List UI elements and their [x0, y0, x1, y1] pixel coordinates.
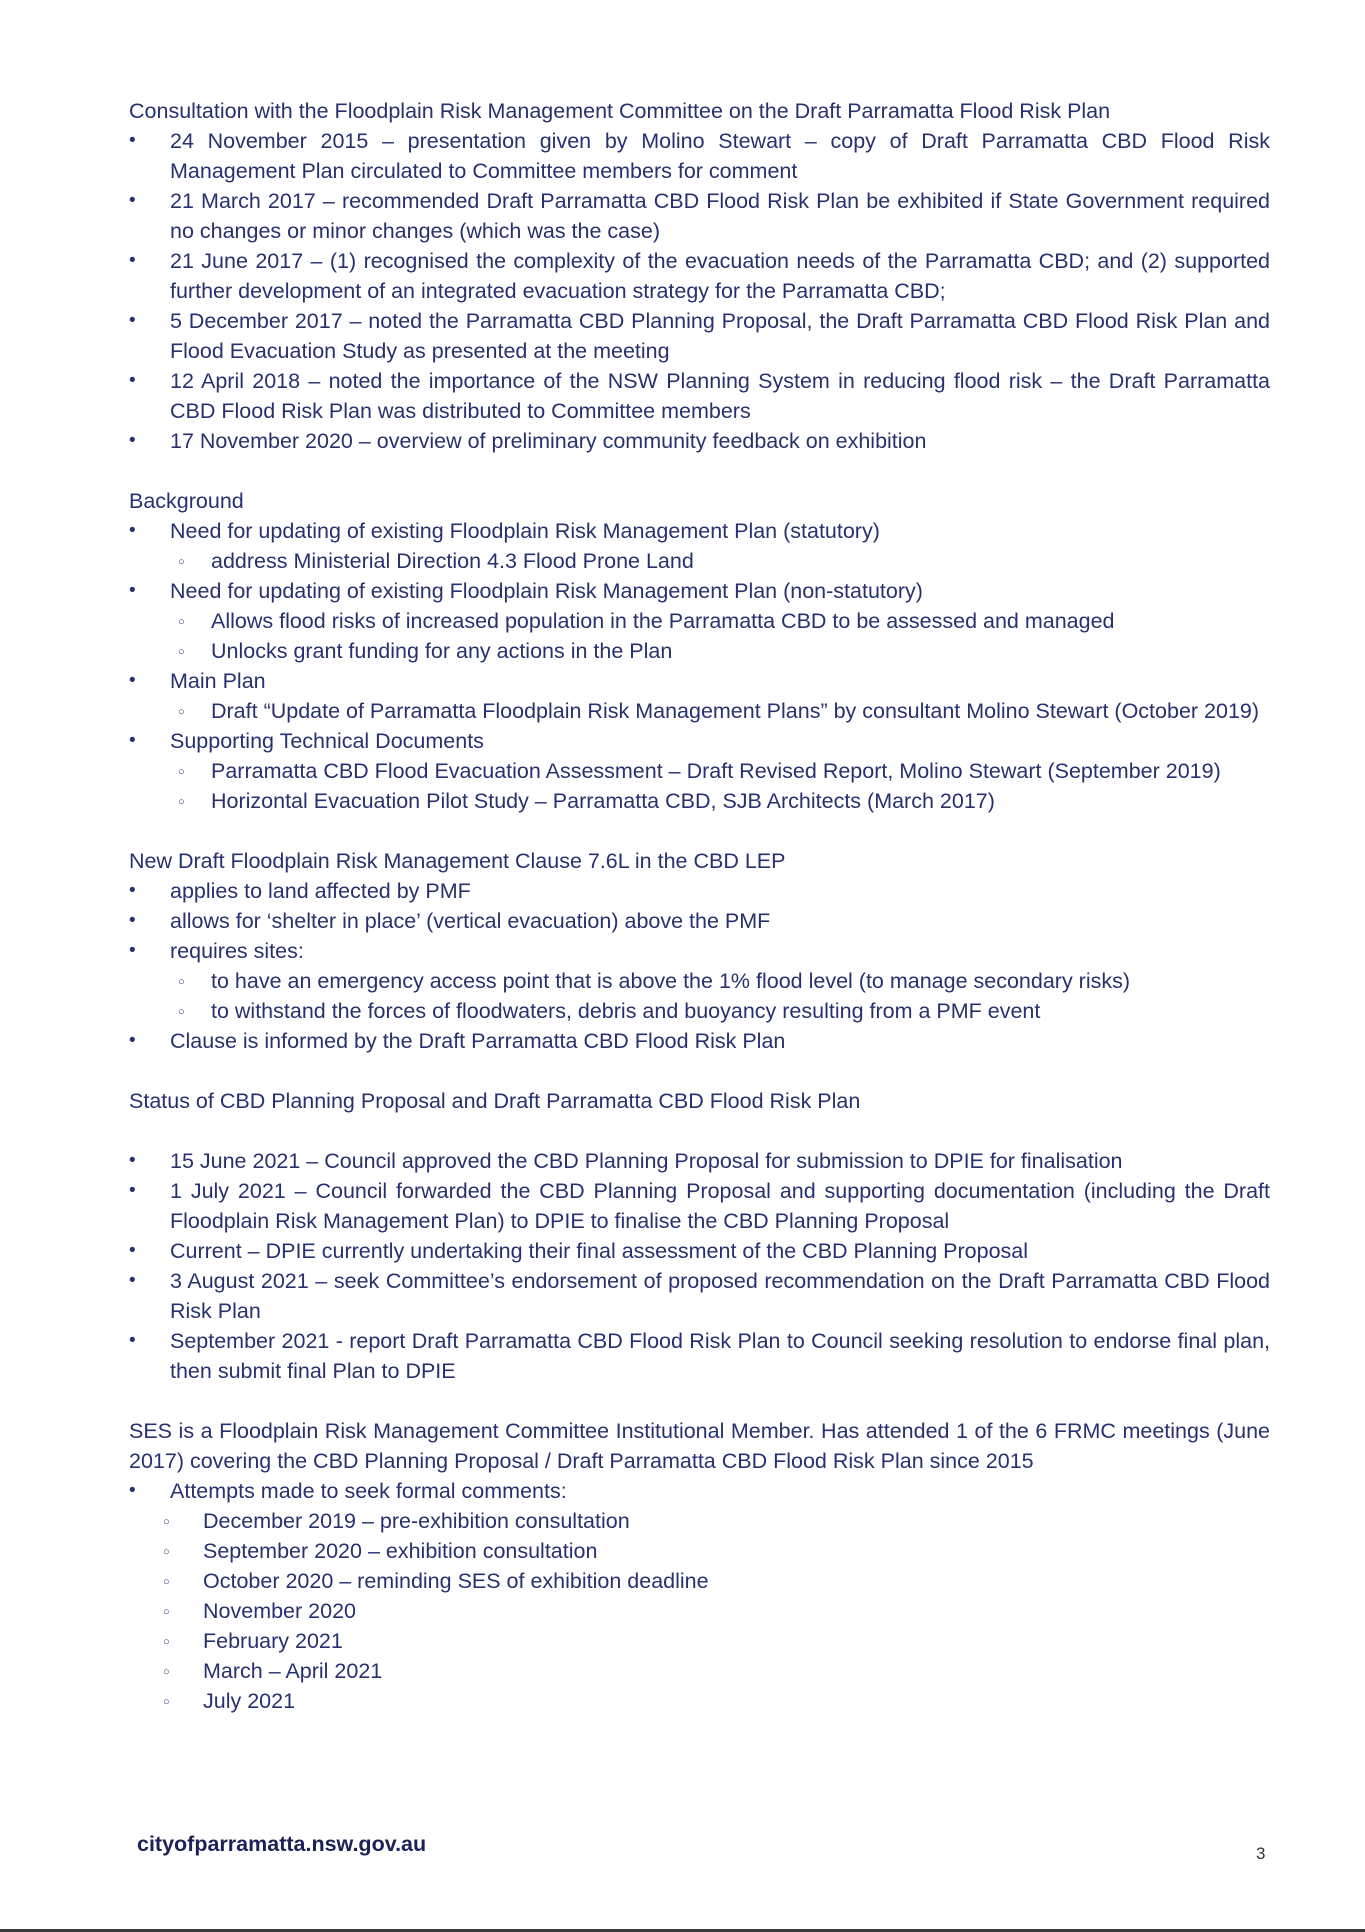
clause-item — [129, 906, 1270, 936]
background-item-text: Need for updating of existing Floodplain Risk Management Plan (non-statutory) — [170, 579, 923, 603]
clause-section — [129, 846, 1270, 1056]
background-subitem: ○ Parramatta CBD Flood Evacuation Assessment – Draft Revised Report, Molino Stewart (September 2019) — [170, 756, 1270, 786]
background-item — [129, 666, 1270, 726]
clause-item — [129, 1026, 1270, 1056]
background-subitem: ○ Unlocks grant funding for any actions in the Plan — [170, 636, 1270, 666]
background-heading: Background — [129, 489, 244, 513]
status-list — [129, 1146, 1270, 1386]
background-item-text: Main Plan — [170, 669, 266, 693]
clause-subitem: ○ to withstand the forces of floodwaters, debris and buoyancy resulting from a PMF event — [170, 996, 1270, 1026]
clause-item-text: Clause is informed by the Draft Parramatta CBD Flood Risk Plan — [170, 1029, 786, 1053]
background-item — [129, 516, 1270, 576]
ses-subitem: ○ October 2020 – reminding SES of exhibition deadline — [129, 1566, 1270, 1596]
ses-paragraph: SES is a Floodplain Risk Management Committee Institutional Member. Has attended 1 of the 6 FRMC meetings (June 2017) covering the CBD Planning Proposal / Draft Parramatta CBD Flood Risk Plan since 2015 — [129, 1419, 1270, 1473]
consultation-item: • 5 December 2017 – noted the Parramatta CBD Planning Proposal, the Draft Parramatta CBD Flood Risk Plan and Flood Evacuation Study as presented at the meeting — [129, 306, 1270, 366]
background-subitem: ○ address Ministerial Direction 4.3 Flood Prone Land — [170, 546, 1270, 576]
background-sublist — [170, 606, 1270, 666]
ses-subitem: ○ March – April 2021 — [129, 1656, 1270, 1686]
consultation-section — [129, 96, 1270, 456]
ses-list — [129, 1476, 1270, 1716]
background-subitem: ○ Horizontal Evacuation Pilot Study – Parramatta CBD, SJB Architects (March 2017) — [170, 786, 1270, 816]
ses-subitem: ○ December 2019 – pre-exhibition consultation — [129, 1506, 1270, 1536]
ses-subitem: ○ February 2021 — [129, 1626, 1270, 1656]
clause-item — [129, 876, 1270, 906]
clause-list — [129, 876, 1270, 1056]
background-sublist — [170, 756, 1270, 816]
background-item — [129, 726, 1270, 816]
ses-subitem: ○ July 2021 — [129, 1686, 1270, 1716]
ses-item-text: Attempts made to seek formal comments: — [170, 1479, 567, 1503]
background-sublist — [170, 696, 1270, 726]
footer-website-link[interactable]: cityofparramatta.nsw.gov.au — [137, 1832, 427, 1856]
background-item-text: Need for updating of existing Floodplain Risk Management Plan (statutory) — [170, 519, 880, 543]
status-item: • 1 July 2021 – Council forwarded the CBD Planning Proposal and supporting documentation (including the Draft Floodplain Risk Management Plan) to DPIE to finalise the CBD Planning Proposal — [129, 1176, 1270, 1236]
status-section — [129, 1086, 1270, 1386]
consultation-list — [129, 126, 1270, 456]
consultation-item: • 21 March 2017 – recommended Draft Parramatta CBD Flood Risk Plan be exhibited if State Government required no changes or minor changes (which was the case) — [129, 186, 1270, 246]
clause-item — [129, 936, 1270, 1026]
ses-subitem: ○ September 2020 – exhibition consultation — [129, 1536, 1270, 1566]
ses-sublist — [170, 1506, 1270, 1716]
status-item: • 15 June 2021 – Council approved the CBD Planning Proposal for submission to DPIE for finalisation — [129, 1146, 1270, 1176]
consultation-item: • 21 June 2017 – (1) recognised the complexity of the evacuation needs of the Parramatta CBD; and (2) supported further development of an integrated evacuation strategy for the Parramatta CBD; — [129, 246, 1270, 306]
ses-section — [129, 1416, 1270, 1716]
ses-subitem: ○ November 2020 — [129, 1596, 1270, 1626]
background-subitem: ○ Draft “Update of Parramatta Floodplain Risk Management Plans” by consultant Molino Stewart (October 2019) — [170, 696, 1270, 726]
background-sublist — [170, 546, 1270, 576]
clause-subitem: ○ to have an emergency access point that is above the 1% flood level (to manage secondary risks) — [170, 966, 1270, 996]
status-item: • 3 August 2021 – seek Committee’s endorsement of proposed recommendation on the Draft Parramatta CBD Flood Risk Plan — [129, 1266, 1270, 1326]
status-item: • Current – DPIE currently undertaking their final assessment of the CBD Planning Proposal — [129, 1236, 1270, 1266]
status-item: • September 2021 - report Draft Parramatta CBD Flood Risk Plan to Council seeking resolution to endorse final plan, then submit final Plan to DPIE — [129, 1326, 1270, 1386]
clause-sublist — [170, 966, 1270, 1026]
background-subitem: ○ Allows flood risks of increased population in the Parramatta CBD to be assessed and managed — [170, 606, 1270, 636]
ses-item — [129, 1476, 1270, 1716]
clause-item-text: applies to land affected by PMF — [170, 879, 471, 903]
background-item-text: Supporting Technical Documents — [170, 729, 484, 753]
background-section — [129, 486, 1270, 816]
clause-item-text: requires sites: — [170, 939, 304, 963]
consultation-item: • 24 November 2015 – presentation given by Molino Stewart – copy of Draft Parramatta CBD Flood Risk Management Plan circulated to Committee members for comment — [129, 126, 1270, 186]
page-number: 3 — [1256, 1844, 1266, 1863]
consultation-item: • 12 April 2018 – noted the importance of the NSW Planning System in reducing flood risk – the Draft Parramatta CBD Flood Risk Plan was distributed to Committee members — [129, 366, 1270, 426]
status-heading: Status of CBD Planning Proposal and Draft Parramatta CBD Flood Risk Plan — [129, 1089, 861, 1113]
consultation-item: • 17 November 2020 – overview of preliminary community feedback on exhibition — [129, 426, 1270, 456]
clause-item-text: allows for ‘shelter in place’ (vertical evacuation) above the PMF — [170, 909, 771, 933]
background-item — [129, 576, 1270, 666]
consultation-heading: Consultation with the Floodplain Risk Management Committee on the Draft Parramatta Flood Risk Plan — [129, 99, 1111, 123]
clause-heading: New Draft Floodplain Risk Management Clause 7.6L in the CBD LEP — [129, 849, 786, 873]
background-list — [129, 516, 1270, 816]
spacer — [129, 1116, 1270, 1146]
